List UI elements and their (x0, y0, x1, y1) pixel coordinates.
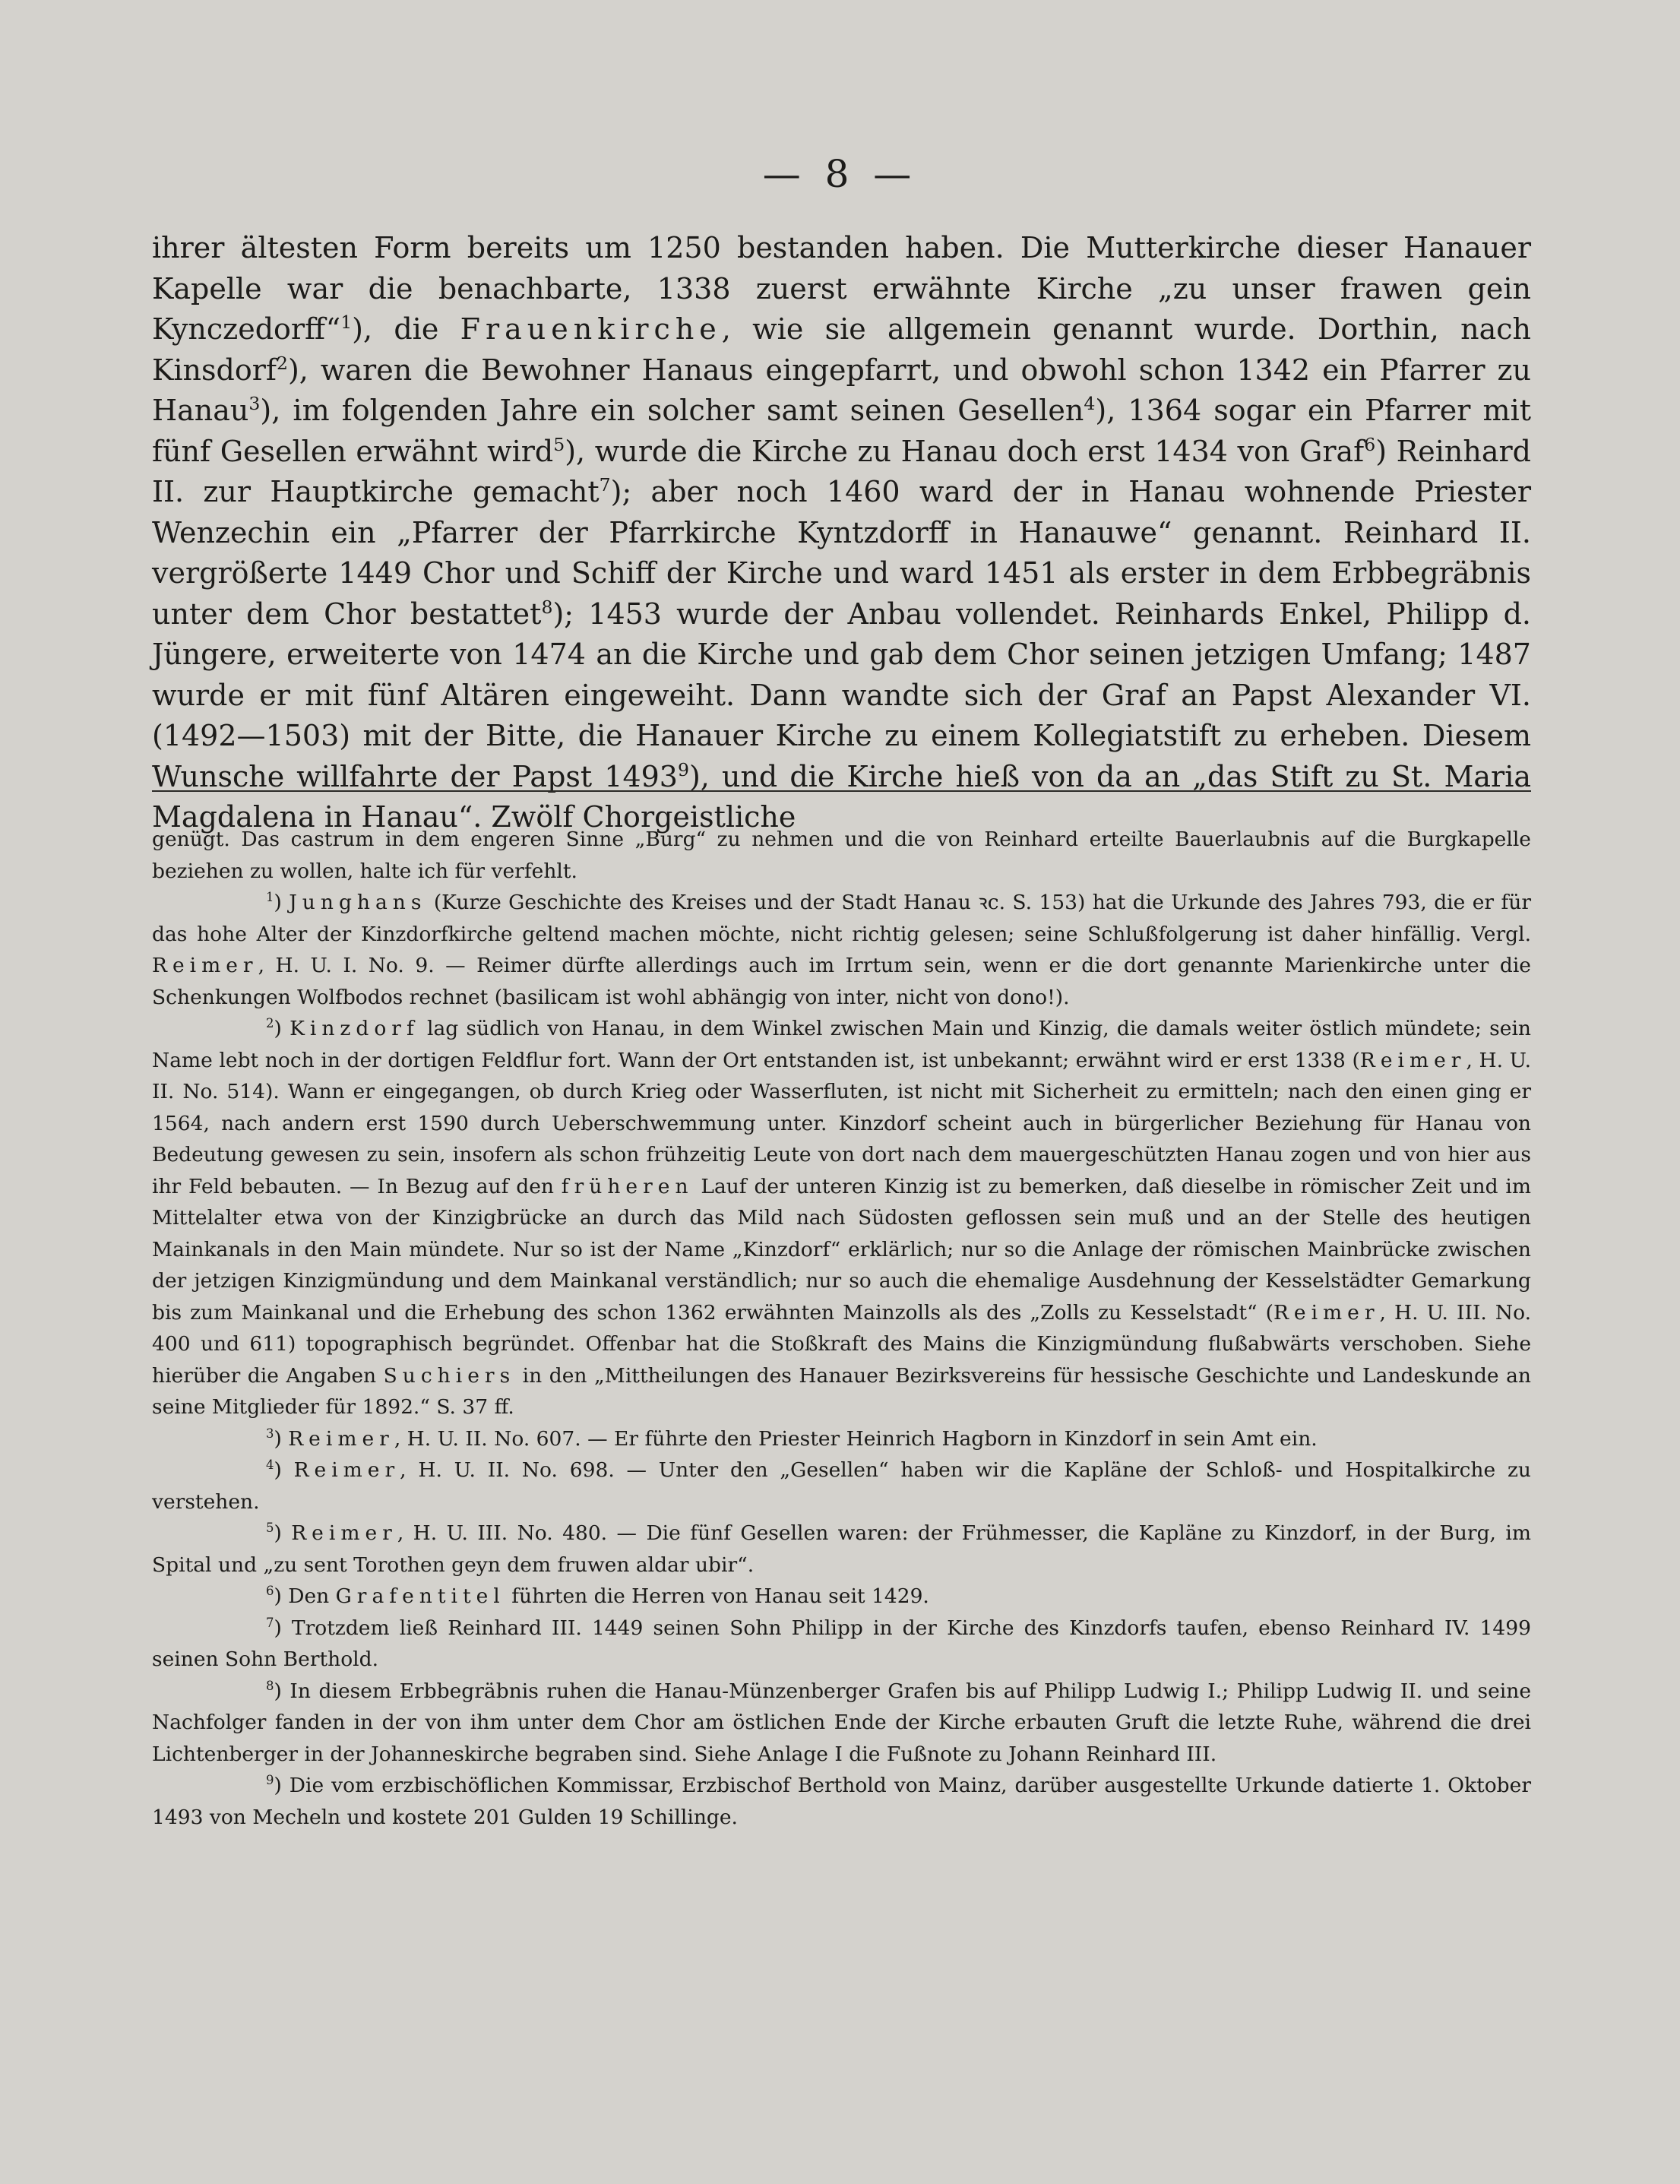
footnote-ref[interactable]: 3 (248, 392, 261, 414)
footnote-ref[interactable]: 5 (553, 433, 565, 455)
footnote-8: $^8$) In diesem Erbbegräbnis ruhen die Hanau-Münzenberger Grafen bis auf Philipp Ludwig I.; Philipp Ludwig II. und seine Nachfolger fanden in der von ihm unter dem Chor am östlichen Ende der Kirche erbauten Gruft die letzte Ruhe, während die drei Lichtenberger in der Johanneskirche begraben sind. Siehe Anlage I die Fußnote zu Johann Reinhard III. (152, 1678, 1532, 1766)
footnote-2: $^2$) Kinzdorf lag südlich von Hanau, in dem Winkel zwischen Main und Kinzig, die damals weiter östlich mündete; sein Name lebt noch in der dortigen Feldflur fort. Wann der Ort entstanden ist, ist unbekannt; erwähnt wird er erst 1338 (Reimer, H. U. II. No. 514). Wann er eingegangen, ob durch Krieg oder Wasserfluten, ist nicht mit Sicherheit zu ermitteln; nach den einen ging er 1564, nach andern erst 1590 durch Ueberschwemmung unter. Kinzdorf scheint auch in bürgerlicher Beziehung für Hanau von Bedeutung gewesen zu sein, insofern als schon frühzeitig Leute von dort nach dem mauergeschützten Hanau zogen und von hier aus ihr Feld bebauten. — In Bezug auf den früheren Lauf der unteren Kinzig ist zu bemerken, daß dieselbe in römischer Zeit und im Mittelalter etwa von der Kinzigbrücke an durch das Mild nach Südosten geflossen sein muß und an der Stelle des heutigen Mainkanals in den Main mündete. Nur so ist der Name „Kinzdorf“ erklärlich; nur so die Anlage der römischen Mainbrücke zwischen der jetzigen Kinzigmündung und dem Mainkanal verständlich; nur so auch die ehemalige Ausdehnung der Kesselstädter Gemarkung bis zum Mainkanal und die Erhebung des schon 1362 erwähnten Mainzolls als des „Zolls zu Kesselstadt“ (Reimer, H. U. III. No. 400 und 611) topographisch begründet. Offenbar hat die Stoßkraft des Mains die Kinzigmündung flußabwärts verschoben. Siehe hierüber die Angaben Suchiers in den „Mittheilungen des Hanauer Bezirksvereins für hessische Geschichte und Landeskunde an seine Mitglieder für 1892.“ S. 37 ff. (152, 1016, 1531, 1419)
footnote-ref[interactable]: 7 (599, 473, 611, 495)
footnote-5: $^5$) Reimer, H. U. III. No. 480. — Die fünf Gesellen waren: der Frühmesser, die Kapläne zu Kinzdorf, in der Burg, im Spital und „zu sent Torothen geyn dem fruwen aldar ubir“. (152, 1521, 1532, 1577)
main-body-text (152, 228, 1531, 838)
footnote-ref[interactable]: 6 (1364, 433, 1376, 455)
footnote-7: $^7$) Trotzdem ließ Reinhard III. 1449 seinen Sohn Philipp in der Kirche des Kinzdorfs taufen, ebenso Reinhard IV. 1499 seinen Sohn Berthold. (152, 1615, 1531, 1671)
footnotes-section (152, 824, 1531, 1833)
emphasized-term: Frauenkirche (460, 312, 722, 346)
footnote-1: $^1$) Junghans (Kurze Geschichte des Kreises und der Stadt Hanau ꝛc. S. 153) hat die Urkunde des Jahres 793, die er für das hohe Alter der Kinzdorfkirche geltend machen möchte, nicht richtig gelesen; seine Schlußfolgerung ist daher hinfällig. Vergl. Reimer, H. U. I. No. 9. — Reimer dürfte allerdings auch im Irrtum sein, wenn er die dort genannte Marienkirche unter die Schenkungen Wolfbodos rechnet (basilicam ist wohl abhängig von inter, nicht von dono!). (152, 890, 1531, 1009)
footnote-ref[interactable]: 1 (340, 311, 353, 333)
footnote-4: $^4$) Reimer, H. U. II. No. 698. — Unter den „Gesellen“ haben wir die Kapläne der Schloß- und Hospitalkirche zu verstehen. (152, 1458, 1531, 1514)
footnote-separator (152, 790, 1531, 792)
footnote-ref[interactable]: 2 (276, 352, 288, 374)
main-paragraph: ihrer ältesten Form bereits um 1250 bestanden haben. Die Mutterkirche dieser Hanauer Kapelle war die benachbarte, 1338 zuerst erwähnte Kirche „zu unser frawen gein Kynczedorff“$^1$), die Frauenkirche, wie sie allgemein genannt wurde. Dorthin, nach Kinsdorf$^2$), waren die Bewohner Hanaus eingepfarrt, und obwohl schon 1342 ein Pfarrer zu Hanau$^3$), im folgenden Jahre ein solcher samt seinen Gesellen$^4$), 1364 sogar ein Pfarrer mit fünf Gesellen erwähnt wird$^5$), wurde die Kirche zu Hanau doch erst 1434 von Graf$^6$) Reinhard II. zur Hauptkirche gemacht$^7$); aber noch 1460 ward der in Hanau wohnende Priester Wenzechin ein „Pfarrer der Pfarrkirche Kyntzdorff in Hanauwe“ genannt. Reinhard II. vergrößerte 1449 Chor und Schiff der Kirche und ward 1451 als erster in dem Erbbegräbnis unter dem Chor bestattet$^8$); 1453 wurde der Anbau vollendet. Reinhards Enkel, Philipp d. Jüngere, erweiterte von 1474 an die Kirche und gab dem Chor seinen jetzigen Umfang; 1487 wurde er mit fünf Altären eingeweiht. Dann wandte sich der Graf an Papst Alexander VI. (1492—1503) mit der Bitte, die Hanauer Kirche zu einem Kollegiatstift zu erheben. Diesem Wunsche willfahrte der Papst 1493$^9$), und die Kirche hieß von da an „das Stift zu St. Maria Magdalena in Hanau“. Zwölf Chorgeistliche (152, 231, 1532, 834)
footnote-3: $^3$) Reimer, H. U. II. No. 607. — Er führte den Priester Heinrich Hagborn in Kinzdorf in sein Amt ein. (266, 1426, 1318, 1451)
footnote-ref[interactable]: 8 (541, 596, 553, 618)
footnote-continuation: genügt. Das castrum in dem engeren Sinne „Burg“ zu nehmen und die von Reinhard erteilte Bauerlaubnis auf die Burgkapelle beziehen zu wollen, halte ich für verfehlt. (152, 828, 1531, 883)
footnote-6: $^6$) Den Grafentitel führten die Herren von Hanau seit 1429. (266, 1584, 929, 1608)
footnote-9: $^9$) Die vom erzbischöflichen Kommissar, Erzbischof Berthold von Mainz, darüber ausgestellte Urkunde datierte 1. Oktober 1493 von Mecheln und kostete 201 Gulden 19 Schillinge. (152, 1773, 1531, 1829)
footnote-ref[interactable]: 4 (1084, 392, 1096, 414)
page-number: — 8 — (762, 152, 918, 196)
footnote-ref[interactable]: 9 (678, 758, 689, 780)
